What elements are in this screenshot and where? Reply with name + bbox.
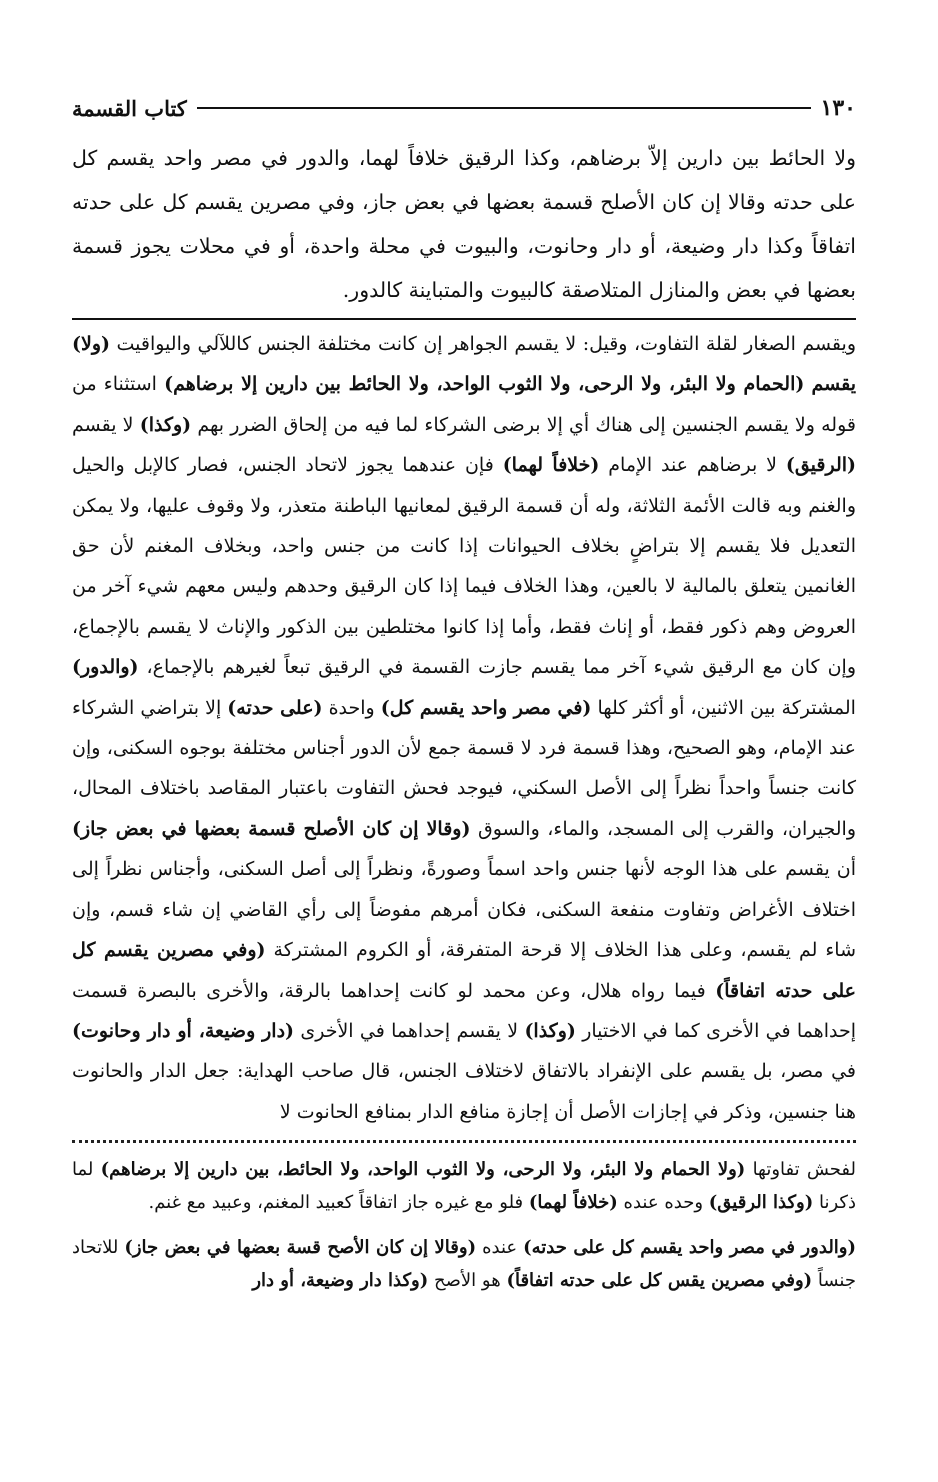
sharh-run: فيما رواه هلال، وعن محمد لو كانت إحداهما بالرقة، والأخرى بالبصرة قسمت إحداهما في الأخرى كما في الاختيار [72,979,856,1042]
sharh-paragraph [72,324,856,1132]
quoted-matn: (خلافاً لهما) [528,1192,618,1214]
quoted-matn: (ولا الحمام ولا البئر، ولا الرحى، ولا الثوب الواحد، ولا الحائط، بين دارين إلا برضاهم) [100,1159,746,1181]
quoted-matn: (الحمام ولا البئر، ولا الرحى، ولا الثوب الواحد، ولا الحائط بين دارين إلا برضاهم) [164,373,805,396]
hashiya-run: هو الأصح [434,1270,501,1292]
quoted-matn: (وقالا إن كان الأصح قسة بعضها في بعض جاز) [124,1237,477,1259]
quoted-matn: (وفي مصرين يقس كل على حدته اتفاقاً) [506,1270,813,1292]
quoted-matn: (الرقيق) [785,454,857,477]
hashiya-run: لما ذكرنا [72,1159,856,1214]
sharh-run: لا يقسم إحداهما في الأخرى [300,1019,519,1042]
quoted-matn: (في مصر واحد يقسم كل) [380,696,592,719]
sharh-run: لا برضاهم عند الإمام [608,454,777,477]
sharh-run: فإن عندهما يجوز لاتحاد الجنس، فصار كالإبل والحيل والغنم وبه قالت الأئمة الثلاثة، وله أن قسمة الرقيق لمعانيها الباطنة متعذر، ولا وقوف عليها، ولا يمكن التعديل فلا يقسم إلا بتراضٍ بخلاف الحيوانات إذا كانت من جنس واحد، وبخلاف المغنم لأن حق الغانمين يتعلق بالمالية لا بالعين، وهذا الخلاف فيما إذا كان الرقيق وحدهم وليس معهم شيء آخر من العروض وهم ذكور فقط، أو إناث فقط، وأما إذا كانوا مختلطين بين الذكور والإناث لا يقسم بالإجماع، وإن كان مع الرقيق شيء آخر مما يقسم جازت القسمة في الرقيق تبعاً لغيرهم بالإجماع، [72,454,856,679]
quoted-matn: (ولا) يقسم [72,333,857,396]
hashiya-run: وحده عنده [623,1192,704,1214]
quoted-matn: (وكذا) [524,1019,576,1042]
quoted-matn: (دار وضيعة، أو دار وحانوت) [72,1019,295,1042]
sharh-run: لا يقسم [72,413,134,436]
sharh-run: ويقسم الصغار لقلة التفاوت، وقيل: لا يقسم الجواهر إن كانت مختلفة الجنس كاللآلي واليواقيت [116,333,856,355]
header-rule [197,107,811,109]
sharh-text [72,324,856,1132]
sharh-run: المشتركة بين الاثنين، أو أكثر كلها [597,696,856,719]
page-number: ١٣٠ [820,95,856,121]
quoted-matn: (وفي مصرين يقسم كل على حدته اتفاقاً) [72,939,857,1002]
chapter-title: كتاب القسمة [72,95,187,121]
hashiya-run: عنده [482,1237,518,1259]
sharh-run: إلا بتراضي الشركاء عند الإمام، وهو الصحيح، وهذا قسمة فرد لا قسمة جمع لأن الدور أجناس مختلفة بوجوه السكنى، وإن كانت جنساً واحداً نظراً إلى الأصل السكني، فيوجد فحش التفاوت باعتبار المقاصد باختلاف المحال، والجيران، والقرب إلى المسجد، والماء، والسوق [72,696,857,840]
quoted-matn: (على حدته) [227,696,323,719]
matn-paragraph: ولا الحائط بين دارين إلاّ برضاهم، وكذا الرقيق خلافاً لهما، والدور في مصر واحد يقسم كل على حدته وقالا إن كان الأصلح قسمة بعضها في بعض جاز، وفي مصرين يقسم كل على حدته اتفاقاً وكذا دار وضيعة، أو دار وحانوت، والبيوت في محلة واحدة، أو في محلات يجوز قسمة بعضها في بعض والمنازل المتلاصقة كالبيوت والمتباينة كالدور. [72,146,856,302]
matn-separator [72,318,856,320]
page-header [72,88,856,128]
quoted-matn: (وكذا) [139,413,192,436]
sharh-run: في مصر، بل يقسم على الإنفراد بالاتفاق لاختلاف الجنس، قال صاحب الهداية: جعل الدار والحانوت هنا جنسين، وذكر في إجازات الأصل أن إجازة منافع الدار بمنافع الحانوت لا [72,1060,856,1123]
footnote-separator [72,1140,856,1143]
sharh-run: أن يقسم على هذا الوجه لأنها جنس واحد اسماً وصورةً، ونظراً إلى أصل السكنى، وأجناس نظراً إلى اختلاف الأغراض وتفاوت منفعة السكنى، فكان أمرهم مفوضاً إلى رأي القاضي إن شاء قسم، وإن شاء لم يقسم، وعلى هذا الخلاف إلا قرحة المتفرقة، أو الكروم المشتركة [72,858,856,962]
sharh-run: استثناء من قوله ولا يقسم الجنسين إلى هناك أي إلا برضى الشركاء لما فيه من إلحاق الضرر بهم [72,373,856,436]
matn-text [72,136,856,312]
quoted-matn: (والدور في مصر واحد يقسم كل على حدته) [523,1237,857,1259]
quoted-matn: (وكذا الرقيق) [708,1192,814,1214]
hashiya-text [72,1153,856,1297]
sharh-run: واحدة [328,696,375,719]
hashiya-run: للاتحاد جنساً [72,1237,856,1292]
hashiya-run: فلو مع غيره جاز اتفاقاً كعبيد المغنم، وعبيد مع غنم. [148,1192,524,1214]
quoted-matn: (والدور) [72,656,139,679]
hashiya-paragraph [72,1231,856,1297]
hashiya-run: لفحش تفاوتها [752,1159,857,1181]
hashiya-paragraph [72,1153,856,1219]
quoted-matn: (خلافاً لهما) [502,454,600,477]
quoted-matn: (وقالا إن كان الأصلح قسمة بعضها في بعض جاز) [72,817,471,840]
quoted-matn: (وكذا دار وضيعة، أو دار [252,1270,429,1292]
